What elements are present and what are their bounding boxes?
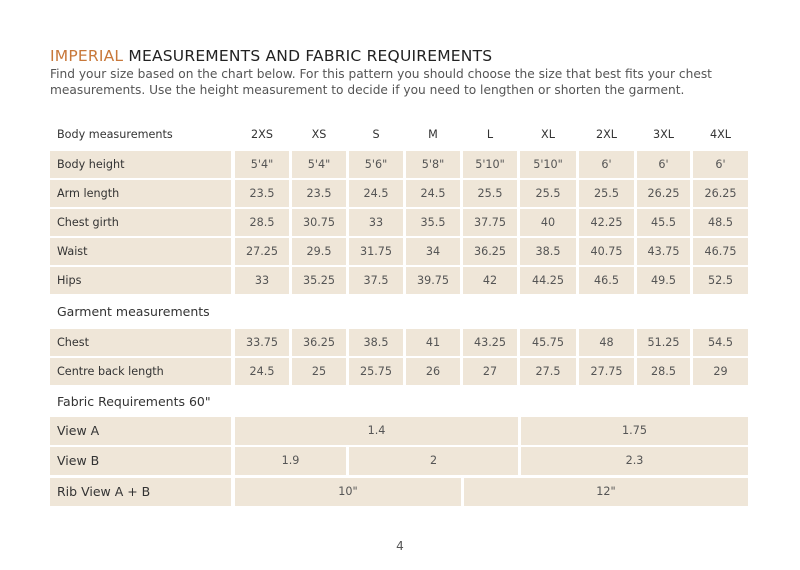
table-cell: 25 (292, 358, 346, 385)
table-cell: 35.5 (406, 209, 460, 236)
table-cell: 36.25 (292, 329, 346, 356)
table-cell: 6' (693, 151, 748, 178)
table-cell: 25.5 (463, 180, 517, 207)
table-cell: 40 (520, 209, 576, 236)
fabric-row-view-b (50, 447, 748, 475)
table-cell: 41 (406, 329, 460, 356)
table-cell: 48.5 (693, 209, 748, 236)
size-header: S (372, 128, 380, 141)
table-cell: 23.5 (235, 180, 289, 207)
table-cell: 2.3 (521, 447, 748, 475)
table-cell: 5'10" (520, 151, 576, 178)
table-cell: 25.5 (520, 180, 576, 207)
intro-text: Find your size based on the chart below. For this pattern you should choose the size that best fits your chest measurements. Use the height measurement to decide if you need to lengthen or shorten the garment. (50, 67, 712, 97)
table-cell: 28.5 (637, 358, 690, 385)
fabric-row-rib (50, 478, 748, 506)
table-cell: 29.5 (292, 238, 346, 265)
table-cell: 48 (579, 329, 634, 356)
table-cell: 10" (235, 478, 461, 506)
table-row (50, 267, 748, 294)
table-cell: 35.25 (292, 267, 346, 294)
size-header: 3XL (652, 128, 674, 141)
table-cell: 12" (464, 478, 748, 506)
table-cell: 27.25 (235, 238, 289, 265)
table-cell: 26.25 (693, 180, 748, 207)
table-cell: 24.5 (235, 358, 289, 385)
table-row (50, 180, 748, 207)
table-cell: 24.5 (349, 180, 403, 207)
table-cell: 38.5 (520, 238, 576, 265)
table-cell: 44.25 (520, 267, 576, 294)
table-cell: 1.75 (521, 417, 748, 445)
table-cell: 40.75 (579, 238, 634, 265)
fabric-heading: Fabric Requirements 60" (57, 394, 211, 409)
table-cell: 36.25 (463, 238, 517, 265)
table-cell: 1.9 (235, 447, 346, 475)
table-cell: 28.5 (235, 209, 289, 236)
table-cell: 38.5 (349, 329, 403, 356)
table-cell: 33.75 (235, 329, 289, 356)
row-label: Chest (50, 329, 231, 356)
table-cell: 5'4" (235, 151, 289, 178)
row-label: Centre back length (50, 358, 231, 385)
table-cell: 23.5 (292, 180, 346, 207)
size-header: L (486, 128, 494, 141)
table-cell: 25.5 (579, 180, 634, 207)
table-cell: 49.5 (637, 267, 690, 294)
table-cell: 26 (406, 358, 460, 385)
table-cell: 2 (349, 447, 518, 475)
table-cell: 37.75 (463, 209, 517, 236)
table-cell: 33 (349, 209, 403, 236)
table-cell: 37.5 (349, 267, 403, 294)
row-label: Waist (50, 238, 231, 265)
table-cell: 39.75 (406, 267, 460, 294)
table-cell: 31.75 (349, 238, 403, 265)
size-header: M (428, 128, 438, 141)
size-header: XL (541, 128, 555, 141)
fabric-row-view-a (50, 417, 748, 445)
table-cell: 54.5 (693, 329, 748, 356)
table-cell: 34 (406, 238, 460, 265)
table-cell: 27.75 (579, 358, 634, 385)
page-number: 4 (396, 539, 404, 553)
header-label: Body measurements (57, 128, 173, 141)
table-row (50, 209, 748, 236)
table-row (50, 151, 748, 178)
table-cell: 27 (463, 358, 517, 385)
row-label: View B (50, 447, 231, 475)
table-cell: 6' (637, 151, 690, 178)
table-cell: 25.75 (349, 358, 403, 385)
title-rest: MEASUREMENTS AND FABRIC REQUIREMENTS (123, 47, 493, 65)
table-cell: 5'10" (463, 151, 517, 178)
row-label: Chest girth (50, 209, 231, 236)
body-table-header (50, 121, 748, 148)
table-cell: 42.25 (579, 209, 634, 236)
size-header: 2XL (595, 128, 617, 141)
table-row (50, 329, 748, 356)
table-cell: 46.5 (579, 267, 634, 294)
table-cell: 26.25 (637, 180, 690, 207)
page-title (50, 47, 492, 65)
table-cell: 24.5 (406, 180, 460, 207)
table-cell: 5'8" (406, 151, 460, 178)
table-cell: 29 (693, 358, 748, 385)
table-row (50, 358, 748, 385)
table-cell: 43.25 (463, 329, 517, 356)
table-cell: 45.5 (637, 209, 690, 236)
table-cell: 1.4 (235, 417, 518, 445)
row-label: Rib View A + B (50, 478, 231, 506)
row-label: Body height (50, 151, 231, 178)
table-cell: 42 (463, 267, 517, 294)
size-header: 4XL (709, 128, 731, 141)
table-cell: 27.5 (520, 358, 576, 385)
table-cell: 6' (579, 151, 634, 178)
size-header: XS (311, 128, 327, 141)
table-cell: 30.75 (292, 209, 346, 236)
table-cell: 5'4" (292, 151, 346, 178)
table-cell: 43.75 (637, 238, 690, 265)
table-row (50, 238, 748, 265)
table-cell: 51.25 (637, 329, 690, 356)
row-label: View A (50, 417, 231, 445)
size-header: 2XS (251, 128, 273, 141)
garment-heading: Garment measurements (57, 304, 210, 319)
table-cell: 5'6" (349, 151, 403, 178)
table-cell: 33 (235, 267, 289, 294)
table-cell: 45.75 (520, 329, 576, 356)
row-label: Hips (50, 267, 231, 294)
table-cell: 52.5 (693, 267, 748, 294)
row-label: Arm length (50, 180, 231, 207)
title-accent: IMPERIAL (50, 47, 124, 65)
table-cell: 46.75 (693, 238, 748, 265)
